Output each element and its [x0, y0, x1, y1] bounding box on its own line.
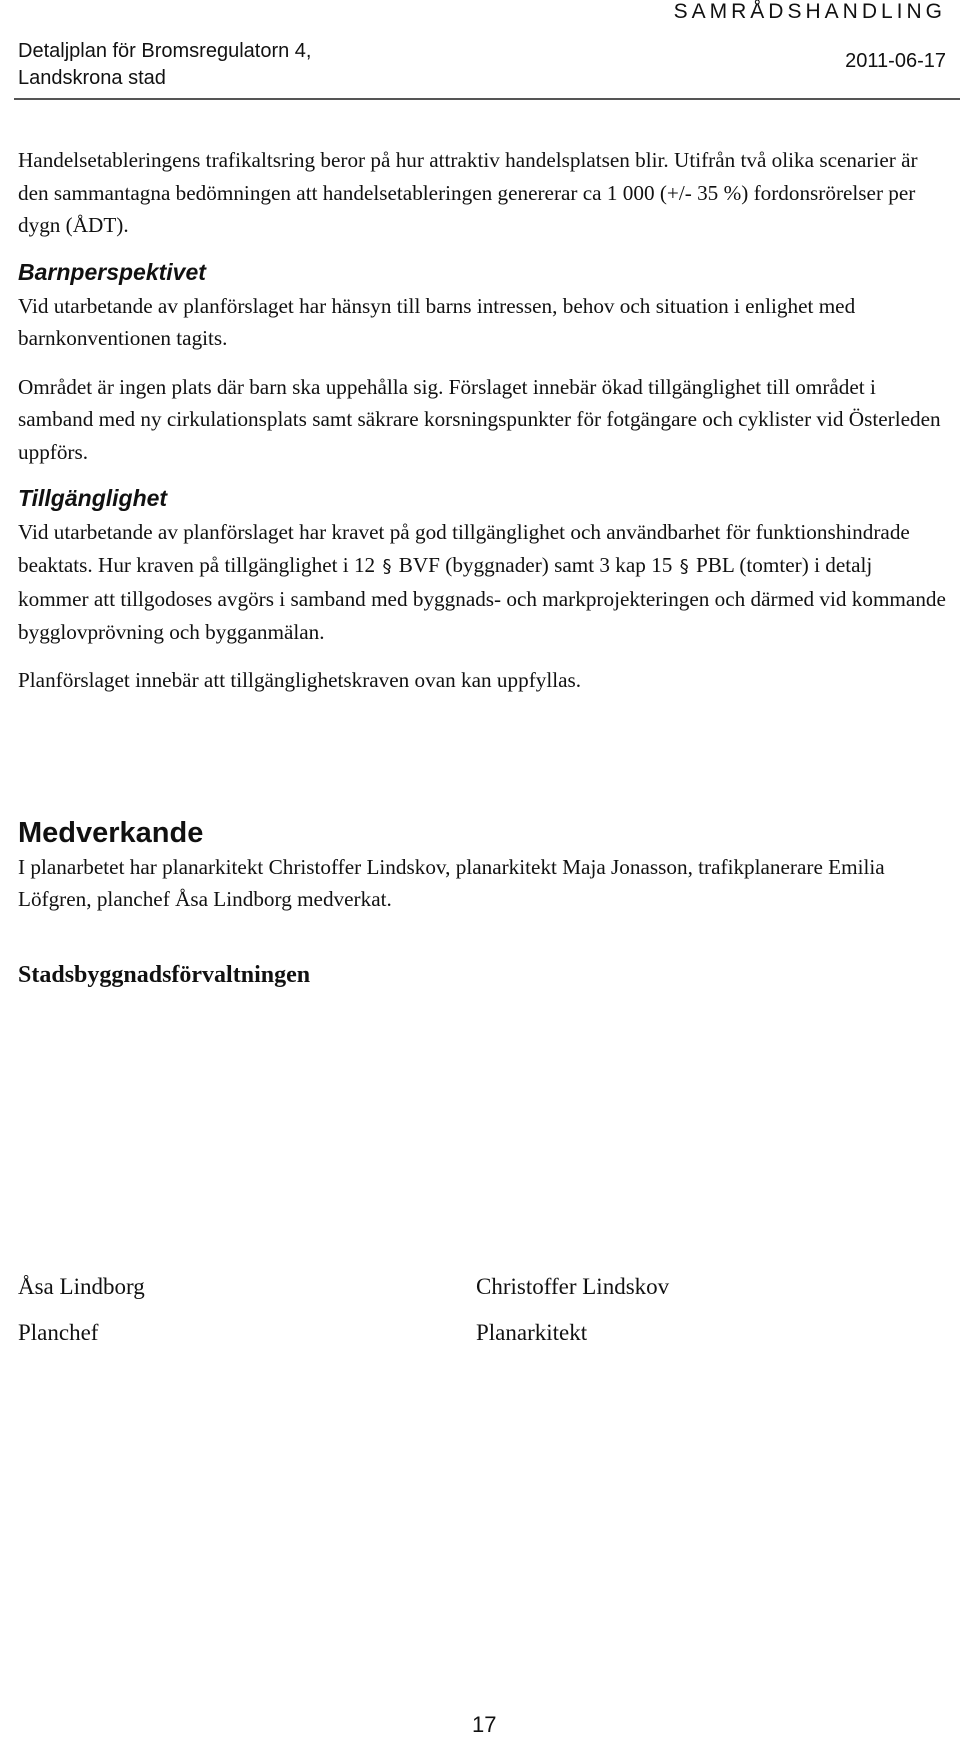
organisation-heading: Stadsbyggnadsförvaltningen: [18, 961, 311, 988]
header-divider: [14, 98, 960, 100]
signatory-name: Åsa Lindborg: [18, 1274, 145, 1299]
tillganglighet-heading: Tillgänglighet: [18, 485, 168, 511]
signatory-role: Planchef: [18, 1320, 99, 1345]
page-number: 17: [472, 1712, 497, 1737]
tillganglighet-paragraph-2: Planförslaget innebär att tillgänglighetskraven ovan kan uppfyllas.: [18, 668, 582, 692]
tillganglighet-text-part-1: Vid utarbetande av planförslaget har kravet på god tillgänglighet och användbarhet för funktionshindrade beaktats. Hur kraven på tillgänglighet i 12: [18, 520, 910, 577]
barnperspektivet-heading: Barnperspektivet: [18, 258, 206, 285]
tillganglighet-text-part-3: PBL (tomter) i detalj kommer att tillgodoses avgörs i samband med byggnads- och markprojekteringen och därmed vid kommande bygglovprövning och bygganmälan.: [18, 552, 946, 644]
signature-right: [476, 1271, 669, 1349]
paragraph-symbol: §: [679, 555, 689, 577]
intro-paragraph: Handelsetableringens trafikaltsring beror på hur attraktiv handelsplatsen blir. Utifrån två olika scenarier är den sammantagna bedömningen att handelsetableringen genererar ca 1 000 (+/- 35 %) fordonsrörelser per dygn (ÅDT).: [18, 148, 918, 237]
barnperspektivet-paragraph-1: Vid utarbetande av planförslaget har hänsyn till barns intressen, behov och situation i enlighet med barnkonventionen tagits.: [18, 293, 856, 350]
document-title-line-1: Detaljplan för Bromsregulatorn 4,: [18, 40, 312, 62]
signatory-role: Planarkitekt: [476, 1320, 588, 1345]
signatory-name: Christoffer Lindskov: [476, 1274, 670, 1299]
signature-left: [18, 1271, 145, 1349]
page-body: [18, 144, 948, 990]
document-title: [18, 38, 311, 92]
document-date: 2011-06-17: [845, 50, 946, 72]
document-status-label: SAMRÅDSHANDLING: [673, 0, 946, 23]
medverkande-paragraph: I planarbetet har planarkitekt Christoffer Lindskov, planarkitekt Maja Jonasson, trafikplanerare Emilia Löfgren, planchef Åsa Lindborg medverkat.: [18, 854, 885, 911]
tillganglighet-text-part-2: BVF (byggnader) samt 3 kap 15: [398, 552, 673, 577]
document-title-line-2: Landskrona stad: [18, 67, 166, 89]
barnperspektivet-paragraph-2: Området är ingen plats där barn ska uppehålla sig. Förslaget innebär ökad tillgänglighet till området i samband med ny cirkulationsplats samt säkrare korsningspunkter för fotgängare och cyklister vid Österleden uppförs.: [18, 374, 941, 464]
medverkande-heading: Medverkande: [18, 816, 204, 849]
tillganglighet-paragraph-1: [18, 516, 948, 648]
paragraph-symbol: §: [382, 555, 392, 577]
